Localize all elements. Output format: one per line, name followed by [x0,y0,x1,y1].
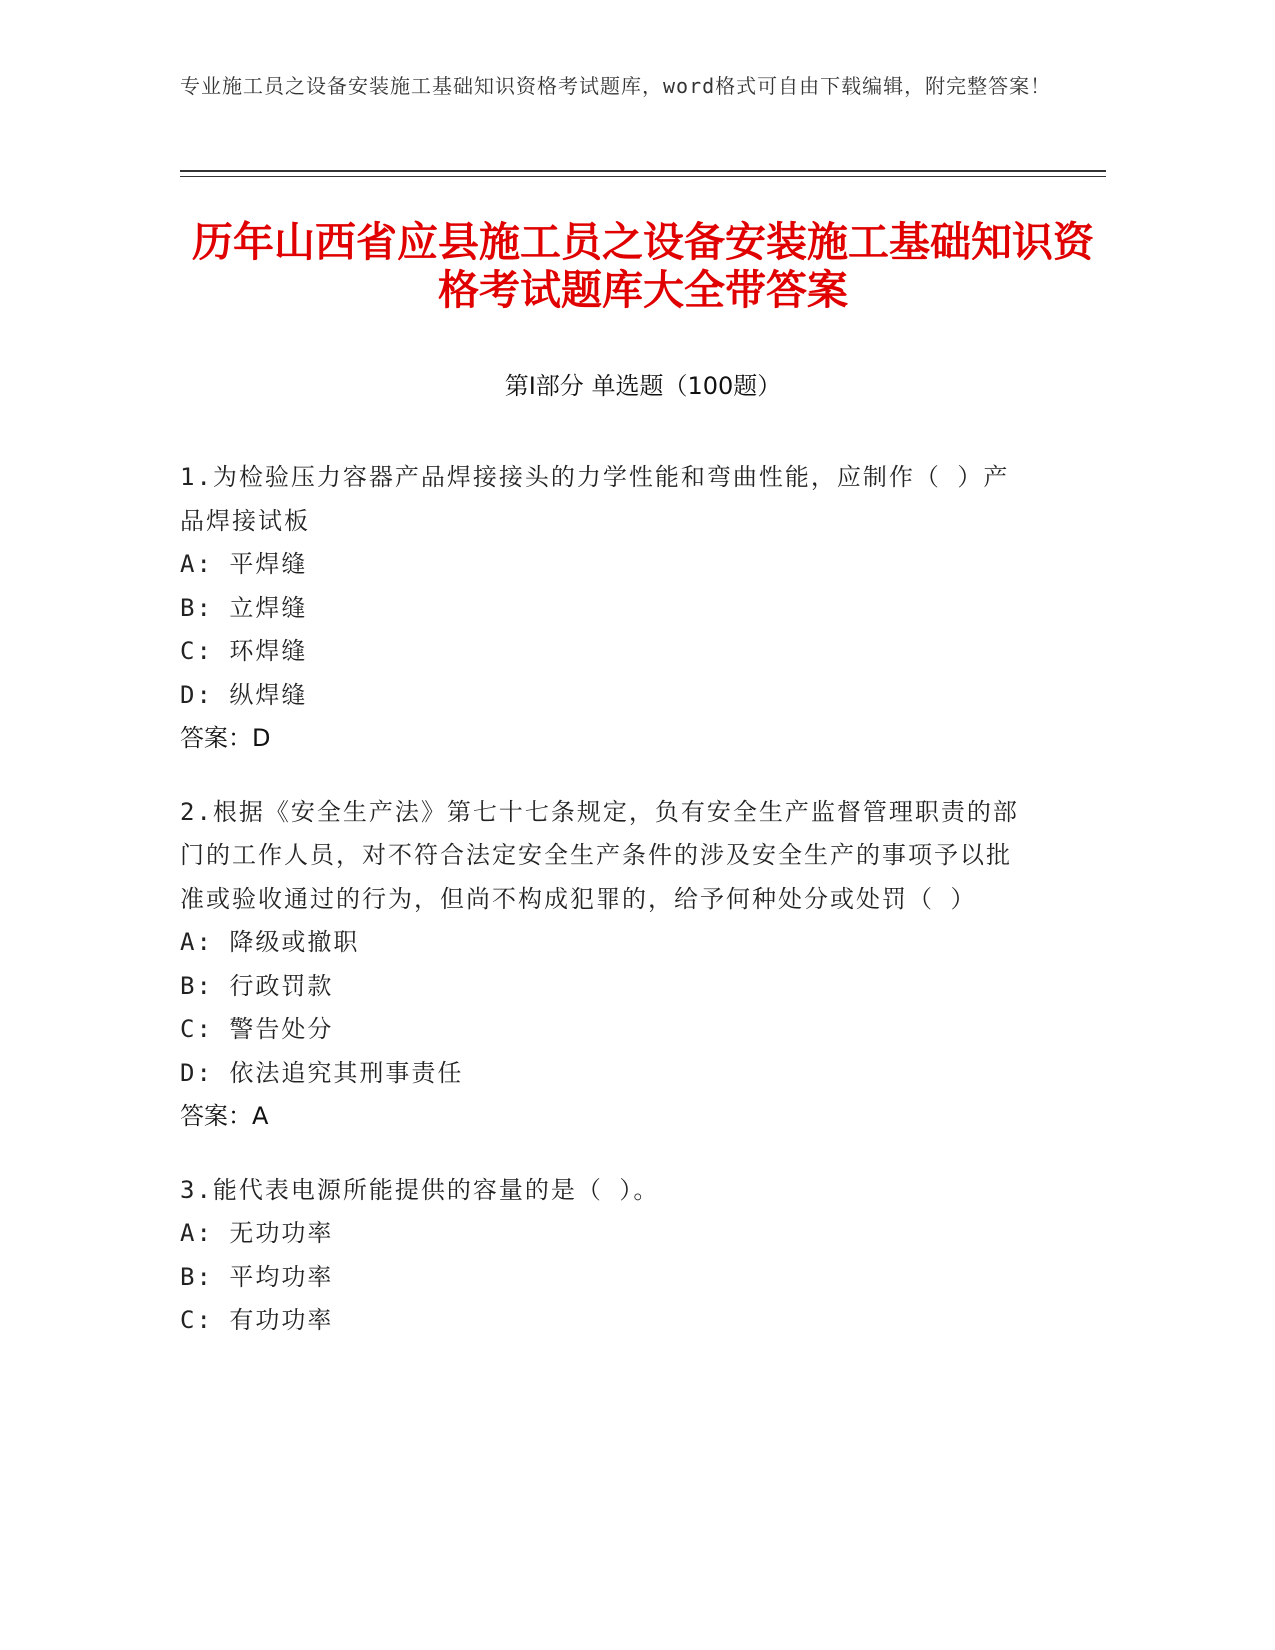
option-b: B: 平均功率 [180,1262,334,1291]
option-a: A: 平焊缝 [180,550,308,578]
section-title: 第Ⅰ部分 单选题（100题） [504,372,782,400]
option-a: A: 无功功率 [180,1219,334,1247]
option-c: C: 有功功率 [180,1306,334,1334]
question-stem: 2.根据《安全生产法》第七十七条规定，负有安全生产监督管理职责的部门的工作人员，对不符合法定安全生产条件的涉及安全生产的事项予以批准或验收通过的行为，但尚不构成犯罪的，给予何种处分或处罚（ ） [180,797,1019,913]
question-stem: 1.为检验压力容器产品焊接接头的力学性能和弯曲性能，应制作（ ）产品焊接试板 [180,463,1010,535]
header-rule-thin [180,176,1106,177]
answer: 答案：D [180,724,271,752]
answer: 答案：A [180,1102,269,1130]
document-title: 历年山西省应县施工员之设备安装施工基础知识资格考试题库大全带答案 [192,218,1094,314]
option-c: C: 警告处分 [180,1015,334,1043]
option-b: B: 行政罚款 [180,971,334,1000]
question-list [180,456,1020,1373]
question-2 [180,791,1020,1139]
question-3 [180,1169,1020,1343]
option-a: A: 降级或撤职 [180,928,360,956]
question-1 [180,456,1020,761]
option-c: C: 环焊缝 [180,637,308,665]
header-note: 专业施工员之设备安装施工基础知识资格考试题库，word格式可自由下载编辑，附完整答案！ [180,74,1052,98]
header-rule-thick [180,170,1106,172]
question-stem: 3.能代表电源所能提供的容量的是（ ）。 [180,1175,660,1204]
option-b: B: 立焊缝 [180,593,308,622]
option-d: D: 纵焊缝 [180,680,308,709]
option-d: D: 依法追究其刑事责任 [180,1058,464,1087]
